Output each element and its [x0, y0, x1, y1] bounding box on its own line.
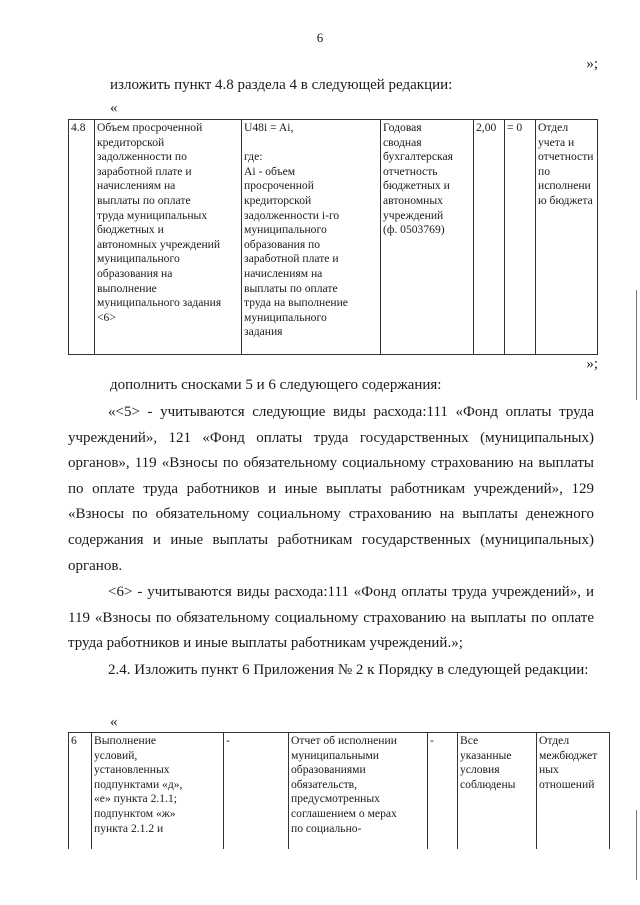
scan-edge-mark: [636, 810, 637, 880]
target-value: = 0: [505, 120, 536, 355]
table-row: [69, 733, 610, 850]
data-source: Годовая сводная бухгалтерская отчетность бюджетных и автономных учреждений (ф. 0503769): [381, 120, 474, 355]
indicator-table-4-8: [68, 119, 598, 355]
footnote-5: [68, 400, 594, 579]
opening-quote-table1: «: [110, 100, 118, 116]
conditions: Выполнение условий, установленных подпунктами «д», «е» пункта 2.1.1; подпунктом «ж» пункта 2.1.2 и: [92, 733, 224, 850]
intro-line: изложить пункт 4.8 раздела 4 в следующей редакции:: [110, 77, 453, 93]
indicator-name: Объем просроченной кредиторской задолженности по заработной плате и начислениям на выплаты по оплате труда муниципальных бюджетных и автономных учреждений муниципального образования на выполнение муниципального задания <6>: [95, 120, 242, 355]
closing-quote-table1: »;: [586, 356, 598, 372]
row-number: 6: [69, 733, 92, 850]
footnotes-intro: дополнить сносками 5 и 6 следующего содержания:: [110, 377, 442, 393]
dash-cell: -: [428, 733, 458, 850]
indicator-table-6: [68, 732, 610, 849]
row-number: 4.8: [69, 120, 95, 355]
scan-edge-mark: [636, 290, 637, 400]
closing-quote-top: »;: [586, 56, 598, 72]
section-2-4-text: 2.4. Изложить пункт 6 Приложения № 2 к Порядку в следующей редакции:: [108, 662, 589, 678]
conditions-met: Все указанные условия соблюдены: [458, 733, 537, 850]
responsible-department: Отдел межбюджет ных отношений: [537, 733, 610, 850]
table-row: [69, 120, 598, 355]
page-number: 6: [316, 30, 324, 45]
indicator-weight: 2,00: [474, 120, 505, 355]
opening-quote-table2: «: [110, 714, 118, 730]
indicator-formula: U48i = Ai, где: Ai - объем просроченной кредиторской задолженности i-го муниципального образования по заработной плате и начислениям на выплаты по оплате труда на выполнение муниципального задания: [242, 120, 381, 355]
footnote-5-text: «<5> - учитываются следующие виды расхода:111 «Фонд оплаты труда учреждений», 121 «Фонд оплаты труда государственных (муниципальных) органов», 119 «Взносы по обязательному социальному страхованию на выплаты по оплате труда работников и иные выплаты работникам учреждений», 129 «Взносы по обязательному социальному страхованию на выплаты денежного содержания и иные выплаты работникам государственных (муниципальных) органов.: [68, 404, 594, 574]
responsible-department: Отдел учета и отчетности по исполнени ю бюджета: [536, 120, 598, 355]
section-2-4: [68, 658, 594, 684]
report-source: Отчет об исполнении муниципальными образованиями обязательств, предусмотренных соглашением о мерах по социально-: [289, 733, 428, 850]
dash-cell: -: [224, 733, 289, 850]
footnote-6-text: <6> - учитываются виды расхода:111 «Фонд оплаты труда учреждений», и 119 «Взносы по обязательному социальному страхованию на выплаты по оплате труда работников и иные выплаты работникам учреждений.»;: [68, 584, 594, 652]
footnote-6: [68, 580, 594, 657]
